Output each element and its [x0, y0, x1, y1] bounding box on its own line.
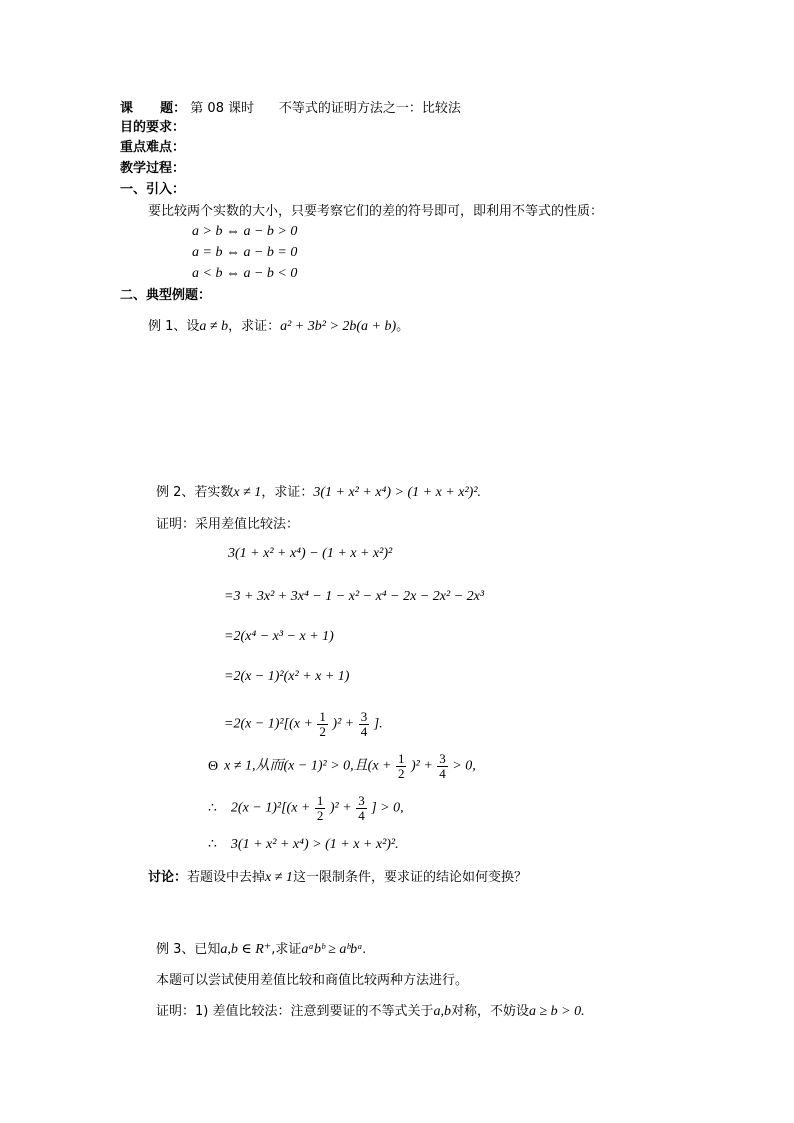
- ex2-step-5: [224, 710, 383, 739]
- ex3-ineq: aᵃbᵇ ≥ aᵇbᵃ.: [301, 942, 367, 957]
- example2: [156, 484, 481, 502]
- process-label: 教学过程：: [120, 161, 186, 176]
- frac-half: [317, 710, 328, 739]
- therefore2-text: 3(1 + x² + x⁴) > (1 + x + x²)².: [230, 837, 399, 852]
- frac-quarter-3: [356, 794, 367, 823]
- step5-post: ].: [373, 716, 383, 732]
- therefore-symbol-2: ∴: [208, 837, 217, 852]
- frac-half-3-num: 1: [316, 793, 324, 808]
- goal-label: 目的要求：: [120, 120, 186, 135]
- therefore-symbol-1: ∴: [208, 800, 217, 816]
- discussion-label: 讨论：: [148, 870, 188, 885]
- frac-quarter-3-num: 3: [358, 793, 365, 808]
- frac-half-2-den: 2: [397, 766, 405, 781]
- discussion: [148, 869, 527, 887]
- ex2-mid: ，求证：: [261, 485, 314, 500]
- frac-half-3-den: 2: [316, 808, 324, 823]
- therefore1-post: ] > 0,: [371, 800, 404, 816]
- rule-greater: a > b ⇔ a − b > 0: [192, 224, 298, 239]
- frac-quarter-num: 3: [360, 709, 368, 724]
- therefore1-mid: )² +: [329, 800, 352, 816]
- ex3-prefix: 例 3、已知: [156, 942, 221, 957]
- ex2-step-2: =3 + 3x² + 3x⁴ − 1 − x² − x⁴ − 2x − 2x² − 2x³: [224, 589, 485, 604]
- because-symbol: Θ: [208, 758, 219, 774]
- because-pre: x ≠ 1,从而(x − 1)² > 0,且(x +: [224, 758, 392, 774]
- ex2-step-3: =2(x⁴ − x³ − x + 1): [224, 629, 334, 644]
- ex2-ineq: 3(1 + x² + x⁴) > (1 + x + x²)².: [313, 485, 482, 500]
- ex3-mid: ,求证: [271, 942, 302, 957]
- frac-quarter-2: [437, 752, 448, 781]
- frac-quarter-den: 4: [360, 724, 368, 739]
- title-text: 第 08 课时 不等式的证明方法之一：比较法: [190, 101, 461, 116]
- ex3-proof-mid: 对称，不妨设: [450, 1004, 529, 1019]
- rule-equal: a = b ⇔ a − b = 0: [192, 245, 298, 260]
- title-label: 课 题：: [120, 101, 187, 116]
- frac-half-den: 2: [319, 724, 326, 739]
- ex2-therefore-1: [208, 794, 404, 823]
- ex1-ineq: a² + 3b² > 2b(a + b): [280, 319, 397, 334]
- because-post: > 0,: [452, 758, 476, 774]
- ex3-proof-pre: 证明：1) 差值比较法：注意到要证的不等式关于: [156, 1004, 434, 1019]
- frac-half-num: 1: [319, 709, 326, 724]
- frac-quarter-2-num: 3: [439, 751, 446, 766]
- frac-half-2-num: 1: [397, 751, 405, 766]
- ex2-therefore-2: [208, 836, 399, 854]
- ex1-end: 。: [396, 319, 410, 334]
- ex1-mid: ，求证：: [228, 319, 281, 334]
- lesson-title-row: [120, 100, 461, 118]
- ex2-prefix: 例 2、若实数: [156, 485, 234, 500]
- discussion-cond: x ≠ 1: [265, 870, 293, 885]
- frac-quarter: [359, 710, 370, 739]
- frac-quarter-3-den: 4: [358, 808, 365, 823]
- difficulty-label: 重点难点：: [120, 140, 186, 155]
- step5-mid: )² +: [332, 716, 355, 732]
- ex2-step-1: 3(1 + x² + x⁴) − (1 + x + x²)²: [228, 546, 393, 561]
- discussion-pre: 若题设中去掉: [187, 870, 266, 885]
- therefore1-pre: 2(x − 1)²[(x +: [230, 800, 311, 816]
- example1: [148, 318, 409, 336]
- ex3-proof-cond: a ≥ b > 0.: [529, 1004, 585, 1019]
- example3: [156, 941, 366, 959]
- ex2-cond: x ≠ 1: [233, 485, 262, 500]
- section1-heading: 一、引入：: [120, 182, 186, 197]
- because-mid: )² +: [410, 758, 433, 774]
- ex2-proof-label: 证明：采用差值比较法：: [156, 517, 300, 532]
- section2-heading: 二、典型例题：: [120, 288, 212, 303]
- frac-half-2: [396, 752, 407, 781]
- ex1-prefix: 例 1、设: [148, 319, 200, 334]
- section1-intro: 要比较两个实数的大小，只要考察它们的差的符号即可，即利用不等式的性质：: [148, 204, 604, 219]
- ex3-note: 本题可以尝试使用差值比较和商值比较两种方法进行。: [156, 973, 469, 988]
- ex1-cond: a ≠ b: [199, 319, 229, 334]
- discussion-post: 这一限制条件，要求证的结论如何变换？: [292, 870, 527, 885]
- frac-quarter-2-den: 4: [439, 766, 446, 781]
- ex2-step-4: =2(x − 1)²(x² + x + 1): [224, 669, 350, 684]
- step5-pre: =2(x − 1)²[(x +: [224, 716, 313, 732]
- ex2-because: [208, 752, 476, 781]
- ex3-cond: a,b ∈ R⁺: [220, 942, 272, 957]
- ex3-proof: [156, 1003, 585, 1021]
- ex3-proof-sym: a,b: [433, 1004, 451, 1019]
- rule-less: a < b ⇔ a − b < 0: [192, 266, 298, 281]
- frac-half-3: [315, 794, 326, 823]
